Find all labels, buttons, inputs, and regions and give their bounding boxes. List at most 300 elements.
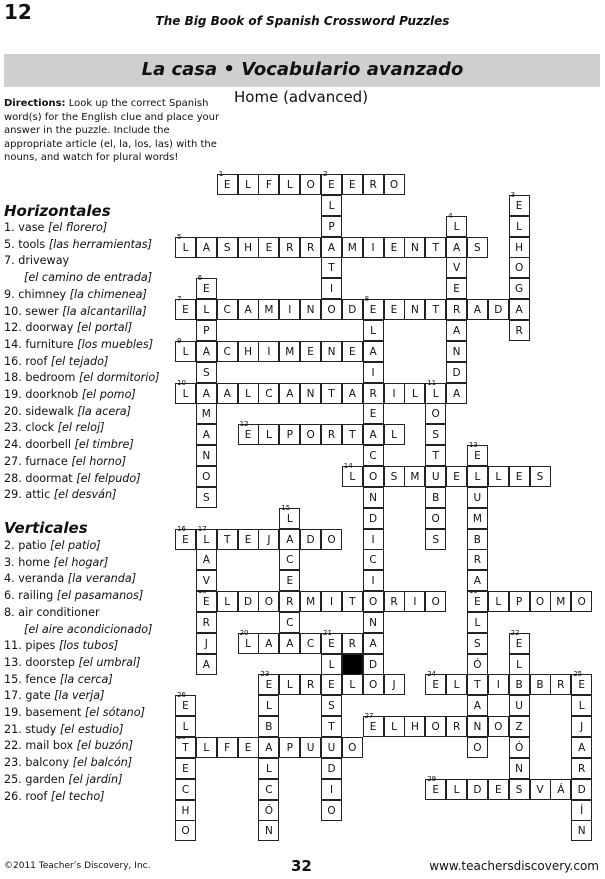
cell-letter: S — [515, 783, 523, 796]
cell-letter: H — [244, 241, 253, 254]
cell-letter: H — [181, 804, 190, 817]
grid-cell — [446, 383, 467, 404]
grid-cell — [425, 466, 446, 487]
cell-letter: E — [307, 345, 314, 358]
grid-cell — [571, 670, 592, 695]
cell-letter: I — [288, 304, 292, 317]
grid-cell — [509, 654, 530, 675]
grid-cell — [363, 320, 384, 341]
cell-letter: E — [265, 241, 273, 254]
cell-letter: L — [495, 596, 502, 608]
cell-letter: L — [328, 199, 335, 212]
grid-cell — [571, 716, 592, 737]
grid-cell — [550, 591, 571, 612]
grid-cell — [238, 174, 259, 195]
grid-cell — [425, 529, 446, 550]
grid-cell — [488, 299, 509, 320]
grid-cell — [238, 529, 259, 550]
grid-cell — [467, 591, 488, 612]
cell-letter: B — [432, 491, 440, 504]
grid-cell — [342, 383, 363, 404]
grid-cell — [217, 237, 238, 258]
grid-cell — [300, 424, 321, 445]
cell-letter: M — [285, 345, 295, 358]
grid-cell — [446, 716, 467, 737]
grid-cell — [446, 278, 467, 299]
cell-letter: L — [328, 658, 335, 671]
grid-cell — [509, 237, 530, 258]
grid-cell — [258, 716, 279, 737]
cell-letter: E — [494, 783, 502, 796]
cell-letter: D — [327, 762, 336, 775]
clue-answer: [los muebles] — [77, 337, 154, 351]
cell-letter: M — [264, 304, 274, 317]
cell-letter: S — [328, 700, 335, 713]
grid-cell — [258, 237, 279, 258]
cell-letter: E — [453, 283, 460, 296]
cell-letter: L — [182, 241, 189, 254]
grid-cell — [467, 529, 488, 550]
grid-cell — [196, 612, 217, 633]
grid-cell — [425, 774, 446, 800]
cell-letter: Ó — [264, 804, 274, 817]
grid-cell — [467, 441, 488, 466]
grid-cell — [279, 529, 300, 550]
clue-text: 22. mail box — [4, 739, 77, 753]
cell-letter: A — [453, 325, 461, 337]
puzzle-title: La casa • Vocabulario avanzado — [141, 59, 464, 80]
clue-text: 15. fence — [4, 672, 60, 686]
cell-letter: A — [202, 429, 210, 442]
grid-cell — [217, 737, 238, 758]
grid-cell — [300, 299, 321, 320]
clue-answer: [el pomo] — [81, 388, 136, 402]
grid-cell — [238, 737, 259, 758]
grid-cell — [321, 383, 342, 404]
cell-letter: A — [202, 658, 210, 671]
cell-letter: Ó — [514, 742, 524, 754]
grid-cell — [384, 674, 405, 695]
grid-cell — [509, 190, 530, 216]
cell-letter: H — [515, 241, 524, 254]
cell-letter: E — [474, 596, 481, 608]
cell-letter: O — [473, 742, 482, 754]
clue-number: 14 — [343, 461, 353, 470]
grid-cell — [446, 257, 467, 278]
cell-letter: R — [390, 596, 398, 608]
cell-letter: C — [223, 304, 231, 317]
clue-answer: [la cerca] — [59, 672, 113, 686]
clue-text: 23. clock — [4, 421, 58, 435]
grid-cell — [467, 716, 488, 737]
grid-cell — [425, 591, 446, 612]
cell-letter: B — [536, 679, 544, 692]
grid-cell — [258, 695, 279, 716]
cell-letter: L — [265, 429, 272, 442]
clue-text: 9. chimney — [4, 287, 70, 301]
grid-cell — [300, 174, 321, 195]
clue-text: 28. doormat — [4, 471, 77, 485]
grid-cell — [258, 633, 279, 654]
clue-text: 4. veranda — [4, 572, 68, 586]
cell-letter: P — [515, 596, 523, 608]
grid-cell — [196, 320, 217, 341]
grid-cell — [467, 487, 488, 508]
cell-letter: M — [201, 408, 211, 421]
cell-letter: M — [347, 241, 357, 254]
cell-letter: A — [453, 387, 461, 400]
grid-cell — [321, 237, 342, 258]
cell-letter: E — [223, 179, 231, 191]
grid-cell — [425, 487, 446, 508]
cell-letter: T — [328, 387, 335, 400]
clue-answer: [el horno] — [71, 454, 127, 468]
cell-letter: O — [327, 533, 336, 546]
grid-cell — [384, 237, 405, 258]
cell-letter: E — [474, 450, 481, 463]
clue-number: 5 — [177, 232, 182, 241]
cell-letter: O — [306, 179, 315, 191]
grid-cell — [530, 674, 551, 695]
grid-cell — [509, 779, 530, 800]
cell-letter: U — [306, 742, 315, 754]
grid-cell — [488, 716, 509, 737]
footer-copyright: ©2011 Teacher’s Discovery, Inc. — [4, 861, 151, 871]
grid-cell — [196, 274, 217, 299]
grid-cell — [425, 670, 446, 695]
grid-cell — [488, 779, 509, 800]
cell-letter: A — [286, 387, 294, 400]
clue-answer: [el aire acondicionado] — [24, 622, 153, 636]
grid-cell — [238, 237, 259, 258]
cell-letter: E — [515, 199, 523, 212]
cell-letter: T — [432, 241, 439, 254]
cell-letter: L — [474, 470, 481, 483]
cell-letter: L — [224, 596, 231, 608]
cell-letter: C — [286, 554, 294, 567]
cell-letter: J — [580, 721, 584, 734]
grid-cell — [404, 466, 425, 487]
grid-cell — [279, 591, 300, 612]
grid-cell — [363, 633, 384, 654]
cell-letter: L — [453, 220, 460, 233]
cell-letter: D — [244, 596, 253, 608]
cell-letter: O — [327, 804, 336, 817]
clue-text: 16. roof — [4, 354, 51, 368]
grid-cell — [446, 237, 467, 258]
grid-cell — [300, 237, 321, 258]
cell-letter: C — [286, 616, 294, 629]
cell-letter: L — [203, 304, 210, 317]
cell-letter: C — [369, 554, 377, 567]
grid-cell — [509, 299, 530, 320]
cell-letter: O — [368, 679, 378, 692]
cell-letter: E — [328, 637, 335, 650]
cell-letter: C — [265, 387, 273, 400]
grid-cell — [321, 591, 342, 612]
clue-text: 13. doorstep — [4, 655, 79, 669]
cell-letter: O — [431, 596, 440, 608]
cell-letter: D — [306, 533, 315, 546]
grid-cell — [238, 341, 259, 362]
cell-letter: L — [182, 345, 189, 358]
cell-letter: A — [327, 241, 336, 254]
cell-letter: P — [286, 742, 293, 754]
cell-letter: A — [369, 345, 377, 358]
cell-letter: T — [328, 721, 335, 734]
grid-cell — [279, 737, 300, 758]
cell-letter: S — [474, 637, 481, 650]
cell-letter: A — [473, 575, 481, 588]
grid-cell — [425, 237, 446, 258]
clue-answer: [el buzón] — [76, 739, 133, 753]
grid-cell — [404, 716, 425, 737]
cell-letter: V — [453, 262, 461, 275]
cell-letter: P — [286, 429, 293, 442]
grid-cell — [571, 758, 592, 779]
grid-cell — [342, 633, 363, 654]
cell-letter: O — [514, 262, 524, 275]
directions-text: Look up the correct Spanish word(s) for the English clue and place your answer in the puzzle. Include the appropriate article (el, la, los, las) with the nouns, and watch for plural words! — [4, 98, 220, 163]
clue-text: 7. driveway — [4, 254, 70, 268]
cell-letter: I — [392, 387, 396, 400]
cell-letter: N — [410, 241, 419, 254]
cell-letter: F — [224, 742, 231, 754]
grid-cell — [342, 737, 363, 758]
cell-letter: L — [432, 387, 439, 400]
grid-cell — [196, 341, 217, 362]
clue-answer: [el techo] — [50, 789, 105, 803]
grid-cell — [279, 633, 300, 654]
grid-cell — [342, 424, 363, 445]
grid-cell — [467, 508, 488, 529]
clue-number: 4 — [448, 211, 453, 220]
cell-letter: E — [578, 679, 585, 692]
cell-letter: V — [202, 575, 210, 588]
grid-cell — [258, 737, 279, 758]
cell-letter: A — [578, 742, 586, 754]
grid-cell — [467, 466, 488, 487]
clue-text: 5. tools — [4, 237, 49, 251]
cell-letter: I — [413, 596, 417, 608]
cell-letter: M — [556, 596, 566, 608]
grid-cell — [196, 524, 217, 550]
cell-letter: G — [515, 283, 524, 296]
cell-letter: A — [453, 241, 461, 254]
cell-letter: U — [431, 470, 440, 483]
grid-cell — [279, 237, 300, 258]
cell-letter: E — [182, 762, 189, 775]
across-heading: Horizontales — [4, 202, 111, 220]
grid-cell — [425, 716, 446, 737]
grid-cell — [342, 341, 363, 362]
grid-cell — [258, 758, 279, 779]
grid-cell — [217, 299, 238, 320]
clue-text: 19. doorknob — [4, 388, 82, 402]
clue-answer: [el dormitorio] — [78, 371, 160, 385]
grid-cell — [196, 466, 217, 487]
grid-cell — [363, 612, 384, 633]
grid-cell — [342, 299, 363, 320]
cell-letter: O — [327, 304, 336, 317]
cell-letter: O — [306, 429, 315, 442]
cell-letter: R — [578, 762, 586, 775]
grid-cell — [509, 674, 530, 695]
cell-letter: R — [306, 241, 315, 254]
grid-cell — [321, 529, 342, 550]
grid-cell — [530, 466, 551, 487]
cell-letter: L — [245, 387, 252, 400]
clue-number: 2 — [323, 170, 328, 178]
cell-letter: O — [389, 179, 399, 191]
cell-letter: T — [432, 450, 439, 463]
grid-cell — [363, 295, 384, 320]
cell-letter: R — [369, 179, 377, 191]
grid-cell — [363, 654, 384, 675]
grid-cell — [238, 299, 259, 320]
cell-letter: L — [391, 721, 397, 734]
cell-letter: L — [245, 637, 252, 650]
clue-answer: [el florero] — [47, 221, 108, 234]
grid-cell — [238, 628, 259, 654]
clue-number: 15 — [281, 503, 291, 512]
grid-cell — [550, 674, 571, 695]
cell-letter: A — [244, 304, 252, 317]
cell-letter: I — [329, 283, 334, 296]
grid-cell — [467, 674, 488, 695]
cell-letter: E — [369, 721, 377, 734]
grid-cell — [446, 320, 467, 341]
grid-cell — [467, 299, 488, 320]
cell-letter: E — [244, 429, 252, 442]
cell-letter: E — [182, 304, 189, 317]
grid-cell — [258, 341, 279, 362]
grid-cell — [550, 779, 571, 800]
grid-cell — [258, 800, 279, 821]
clue-answer: [el reloj] — [57, 421, 105, 435]
grid-cell — [342, 591, 363, 612]
cell-letter: C — [306, 637, 315, 650]
grid-cell — [217, 383, 238, 404]
cell-letter: A — [202, 554, 210, 567]
cell-letter: C — [181, 783, 190, 796]
cell-letter: J — [267, 533, 271, 546]
clue-answer: [el hogar] — [53, 555, 109, 569]
grid-cell — [175, 524, 196, 550]
grid-cell — [196, 362, 217, 383]
cell-letter: A — [515, 304, 523, 317]
grid-cell — [446, 299, 467, 320]
cell-letter: L — [453, 783, 460, 796]
grid-cell — [384, 383, 405, 404]
book-title: The Big Book of Spanish Crossword Puzzles — [155, 14, 450, 28]
cell-letter: T — [328, 262, 335, 275]
cell-letter: E — [348, 345, 356, 358]
grid-cell — [321, 800, 342, 821]
grid-cell — [321, 779, 342, 800]
grid-cell — [467, 779, 488, 800]
grid-cell — [258, 529, 279, 550]
grid-cell — [300, 674, 321, 695]
clue-text: 1. vase — [4, 221, 48, 234]
cell-letter: A — [286, 637, 294, 650]
cell-letter: C — [223, 345, 231, 358]
cell-letter: E — [348, 179, 356, 191]
clue-text: 20. sidewalk — [4, 404, 78, 418]
grid-cell — [175, 800, 196, 821]
grid-cell — [258, 174, 279, 195]
grid-cell — [467, 633, 488, 654]
grid-cell — [300, 591, 321, 612]
clue-text: 24. doorbell — [4, 438, 75, 452]
grid-cell — [363, 508, 384, 529]
grid-cell — [175, 758, 196, 779]
cell-letter: R — [473, 554, 482, 567]
grid-cell — [342, 237, 363, 258]
grid-cell — [571, 820, 592, 841]
clue-text: 29. attic — [4, 488, 54, 502]
grid-cell — [404, 383, 425, 404]
grid-cell — [425, 424, 446, 445]
cell-letter: H — [410, 721, 419, 734]
grid-cell — [196, 445, 217, 466]
cell-letter: B — [265, 721, 273, 734]
cell-letter: V — [536, 783, 544, 796]
grid-cell — [258, 424, 279, 445]
cell-letter: L — [203, 533, 210, 546]
clue-number: 3 — [510, 190, 516, 199]
grid-cell — [258, 820, 279, 841]
cell-letter: E — [286, 575, 294, 588]
clue-number: 23 — [260, 670, 270, 679]
grid-cell — [384, 424, 405, 445]
cell-letter: E — [453, 470, 460, 483]
grid-cell — [321, 737, 342, 758]
cell-letter: A — [202, 345, 210, 358]
grid-cell — [321, 628, 342, 654]
cell-letter: Ó — [473, 658, 482, 671]
cell-letter: L — [286, 512, 293, 525]
cell-letter: O — [202, 470, 211, 483]
cell-letter: H — [244, 345, 253, 358]
grid-cell — [238, 591, 259, 612]
clue-number: 22 — [510, 628, 520, 637]
cell-letter: T — [182, 742, 189, 754]
grid-cell — [196, 487, 217, 508]
grid-cell — [258, 591, 279, 612]
clue-text: 26. roof — [4, 789, 51, 803]
cell-letter: E — [182, 533, 189, 546]
grid-cell — [425, 445, 446, 466]
cell-letter: D — [348, 304, 357, 317]
grid-cell — [571, 779, 592, 800]
cell-letter: S — [223, 241, 231, 254]
grid-cell — [321, 216, 342, 237]
grid-cell — [196, 237, 217, 258]
grid-cell — [425, 508, 446, 529]
clue-number: 29 — [427, 774, 437, 783]
clue-number: 6 — [197, 274, 203, 283]
grid-cell — [342, 461, 363, 487]
cell-letter: D — [494, 304, 503, 317]
clue-answer: [las herramientas] — [48, 237, 152, 251]
cell-letter: M — [410, 470, 420, 483]
cell-letter: E — [369, 304, 377, 317]
grid-cell — [446, 674, 467, 695]
cell-letter: L — [391, 429, 397, 442]
cell-letter: D — [577, 783, 586, 796]
footer-page-number: 32 — [291, 857, 312, 875]
